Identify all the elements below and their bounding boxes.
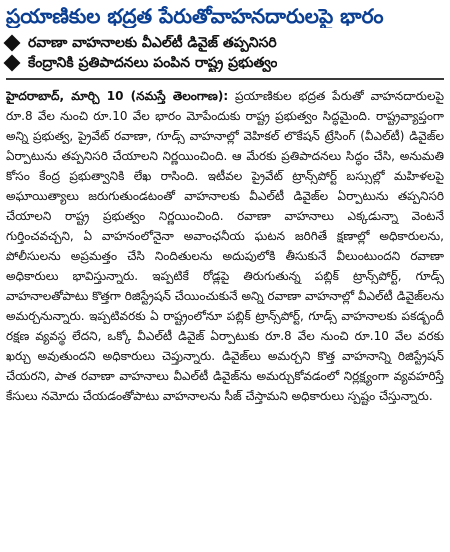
body-text: ప్రయాణికుల భద్రత పేరుతో వాహనదారులపై రూ.8 వేల నుంచి రూ.10 వేల భారం మోపేందుకు రాష్ట్ర ప్రభుత్వం సిద్ధమైంది. రాష్ట్రవ్యాప్తంగా అన్ని ప్రభుత్వ, ప్రైవేట్ రవాణా, గూడ్స్ వాహనాల్లో వెహికల్ లొకేషన్ ట్రేసింగ్ (వీఎల్‌టీ) డివైజ్‌ల ఏర్పాటును తప్పనిసరి చేయాలని నిర్ణయించింది. ఆ మేరకు ప్రతిపాదనలు సిద్ధం చేసి, అనుమతి కోసం కేంద్ర ప్రభుత్వానికి లేఖ రాసింది. ఇటీవల ప్రైవేట్ ట్రాన్స్‌పోర్ట్ బస్సుల్లో మహిళలపై అఘాయిత్యాలు జరుగుతుండటంతో వాహనాలకు వీఎల్‌టీ డివైజ్‌ల ఏర్పాటును తప్పనిసరి చేయాలని రాష్ట్ర ప్రభుత్వం నిర్ణయించింది. రవాణా వాహనాలు ఎక్కడున్నా వెంటనే గుర్తించవచ్చని, ఏ వాహనంలోనైనా అవాంఛనీయ ఘటన జరిగితే క్షణాల్లో అధికారులను, పోలీసులను అప్రమత్తం చేసి నిందితులను అదుపులోకి తీసుకునే వీలుంటుందని రవాణా అధికారులు భావిస్తున్నారు. ఇప్పటికే రోడ్లపై తిరుగుతున్న పబ్లిక్ ట్రాన్స్‌పోర్ట్, గూడ్స్ వాహనాలతోపాటు కొత్తగా రిజిస్ట్రేషన్ చేయించుకునే అన్ని రవాణా వాహనాల్లో వీఎల్‌టీ డివైజ్‌లను అమర్చనున్నారు. ఇప్పటివరకు ఏ రాష్ట్రంలోనూ పబ్లిక్ ట్రాన్స్‌పోర్ట్, గూడ్స్ వాహనాలకు పకడ్బందీ రక్షణ వ్యవస్థ లేదని, ఒక్కో వీఎల్‌టీ డివైజ్ ఏర్పాటుకు రూ.8 వేల నుంచి రూ.10 వేల వరకు ఖర్చు అవుతుందని అధికారులు చెప్తున్నారు. డివైజ్‌లు అమర్చని కొత్త వాహనాన్ని రిజిస్ట్రేషన్ చేయరని, పాత రవాణా వాహనాలు వీఎల్‌టీ డివైజ్‌ను అమర్చుకోవడంలో నిర్లక్ష్యంగా వ్యవహరిస్తే కేసులు నమోదు చేయడంతోపాటు వాహనాలను సీజ్ చేస్తామని అధికారులు స్పష్టం చేస్తున్నారు. <box>6 89 444 403</box>
article-body <box>6 86 444 506</box>
diamond-bullet-icon <box>4 35 21 52</box>
subheadline-text: కేంద్రానికి ప్రతిపాదనలు పంపిన రాష్ట్ర ప్రభుత్వం <box>28 55 278 71</box>
subheadline-2 <box>6 54 444 72</box>
diamond-bullet-icon <box>4 55 21 72</box>
divider <box>6 78 444 80</box>
article-headline: ప్రయాణికుల భద్రత పేరుతోవాహనదారులపై భారం <box>6 4 384 28</box>
subheadline-text: రవాణా వాహనాలకు వీఎల్‌టీ డివైజ్ తప్పనిసరి <box>28 35 277 51</box>
subheadline-1 <box>6 34 444 52</box>
dateline: హైదరాబాద్, మార్చి 10 (నమస్తే తెలంగాణ): <box>6 89 229 103</box>
